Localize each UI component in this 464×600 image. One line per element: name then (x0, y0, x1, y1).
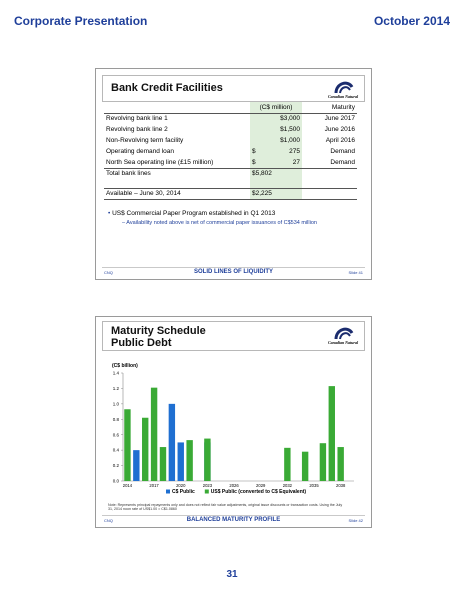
bar (151, 388, 157, 481)
row-amount: 27 (292, 158, 300, 166)
logo-swoosh-icon (326, 79, 360, 95)
x-tick-label: 2026 (229, 483, 239, 488)
bar (302, 452, 308, 481)
row-maturity: Demand (330, 158, 355, 166)
logo-text: Canadian Natural (327, 94, 359, 99)
row-label: North Sea operating line (£15 million) (106, 158, 214, 166)
table-row (104, 113, 357, 124)
x-tick-label: 2029 (256, 483, 266, 488)
page-number: 31 (226, 569, 238, 580)
bar (186, 440, 192, 481)
bar (337, 447, 343, 481)
bullet-icon: • (108, 210, 111, 217)
row-maturity: April 2016 (325, 137, 355, 144)
logo-text: Canadian Natural (327, 340, 359, 345)
available-amount: $2,225 (250, 188, 302, 199)
y-tick-label: 0.2 (112, 463, 119, 469)
bullet-text: US$ Commercial Paper Program established in Q1 2013 (112, 210, 276, 217)
y-tick-label: 1.4 (112, 370, 119, 376)
row-currency: $ (252, 158, 256, 166)
row-amount: $3,000 (280, 115, 300, 123)
bar (160, 447, 166, 481)
row-label: Revolving bank line 2 (106, 126, 168, 133)
footer-slide-number: Slide 41 (348, 270, 363, 275)
footer-slide-number: Slide 42 (348, 518, 363, 523)
credit-facilities-table (104, 102, 357, 200)
y-axis-label: (C$ billion) (112, 363, 138, 369)
table-row (104, 146, 357, 157)
legend-swatch (205, 490, 209, 494)
y-tick-label: 0.8 (112, 416, 119, 422)
row-currency: $ (252, 148, 256, 155)
footer-caption: SOLID LINES OF LIQUIDITY (193, 269, 273, 275)
y-tick-label: 0.6 (112, 432, 119, 438)
bar (124, 409, 130, 481)
company-logo (326, 79, 360, 99)
table-row (104, 135, 357, 146)
table-row (104, 124, 357, 135)
row-maturity: June 2017 (324, 115, 355, 123)
bar (204, 439, 210, 481)
bar (329, 386, 335, 481)
table-row (104, 157, 357, 168)
y-tick-label: 1.0 (112, 401, 119, 407)
bar (169, 404, 175, 481)
page-header (14, 14, 450, 32)
slide-footer (102, 515, 365, 524)
bullet-point (108, 210, 275, 217)
row-label: Revolving bank line 1 (106, 115, 168, 123)
y-tick-label: 0.0 (112, 478, 119, 484)
maturity-bar-chart (96, 317, 373, 503)
x-tick-label: 2035 (309, 483, 319, 488)
bar (320, 443, 326, 481)
footer-ticker: CNQ (104, 270, 113, 275)
slide-bank-credit-facilities (95, 68, 372, 280)
y-tick-label: 1.2 (112, 386, 119, 392)
footer-caption: BALANCED MATURITY PROFILE (186, 517, 281, 523)
y-tick-label: 0.4 (112, 447, 119, 453)
column-header-maturity: Maturity (302, 102, 357, 113)
table-header-row (104, 102, 357, 113)
bar (284, 448, 290, 481)
footer-ticker: CNQ (104, 518, 113, 523)
row-label: Non-Revolving term facility (106, 137, 184, 144)
slide-title-line2: Public Debt (111, 337, 172, 349)
row-maturity: June 2016 (324, 126, 355, 133)
x-tick-label: 2014 (122, 483, 133, 488)
sub-bullet-text: – Availability noted above is net of commercial paper issuances of C$534 million (122, 220, 317, 226)
legend-swatch (166, 490, 170, 494)
document-date: October 2014 (373, 14, 450, 28)
row-label: Operating demand loan (106, 148, 174, 155)
x-tick-label: 2020 (176, 483, 186, 488)
total-amount: $5,802 (250, 168, 302, 179)
total-row (104, 168, 357, 179)
legend-label: US$ Public (converted to C$ Equivalent) (210, 489, 307, 495)
slide-title-box (102, 75, 365, 102)
bar (133, 450, 139, 481)
legend-label: C$ Public (172, 489, 195, 495)
total-label: Total bank lines (104, 168, 250, 179)
slide-title: Bank Credit Facilities (111, 82, 223, 94)
row-maturity: Demand (330, 148, 355, 155)
available-label: Available – June 30, 2014 (104, 188, 250, 199)
slide-title-line1: Maturity Schedule (111, 325, 206, 337)
column-header-amount: (C$ million) (250, 102, 302, 113)
x-tick-label: 2032 (282, 483, 293, 488)
bar (142, 418, 148, 481)
slide-maturity-schedule (95, 316, 372, 528)
row-amount: $1,500 (280, 126, 300, 133)
row-amount: 275 (289, 148, 300, 155)
row-amount: $1,000 (280, 137, 300, 144)
x-tick-label: 2038 (336, 483, 346, 488)
available-row (104, 188, 357, 199)
x-tick-label: 2017 (149, 483, 159, 488)
chart-footnote: Note: Represents principal repayments only and does not reflect fair value adjustments, original issue discounts or transaction costs. Using the July 31, 2014 noon rate of US$1.00 = C$1.0860 (108, 503, 343, 512)
document-title: Corporate Presentation (14, 14, 148, 28)
x-tick-label: 2023 (202, 483, 213, 488)
bar (178, 442, 184, 481)
slide-footer (102, 267, 365, 276)
